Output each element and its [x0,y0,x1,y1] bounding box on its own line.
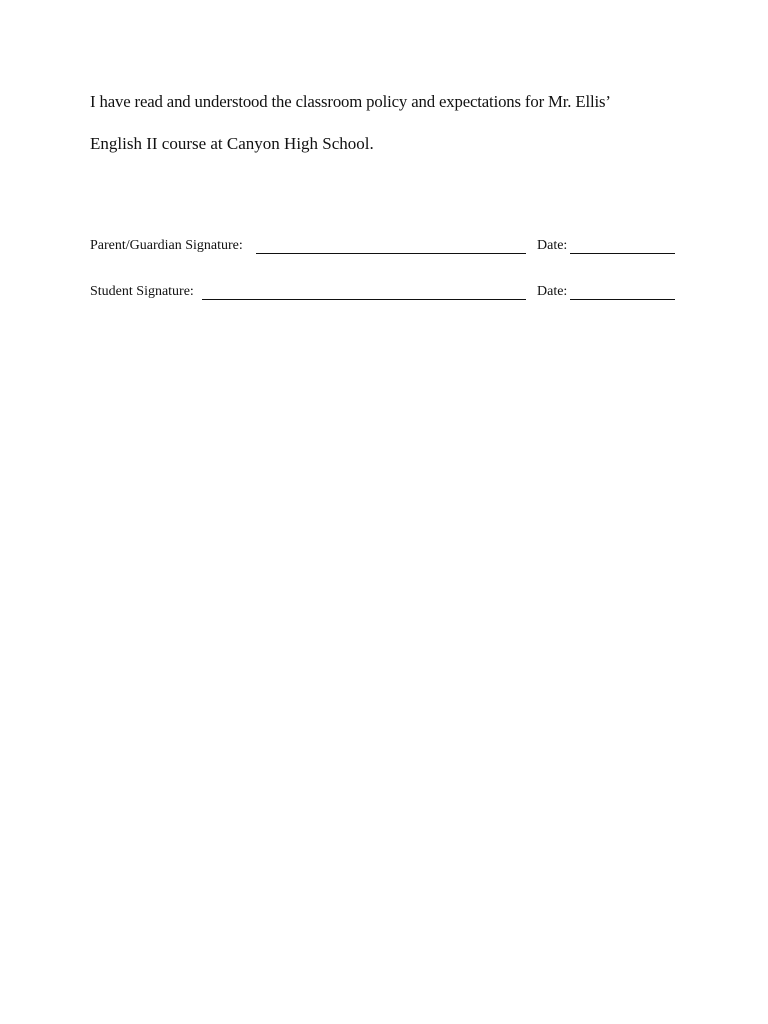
student-date-blank [570,299,675,300]
parent-signature-blank [256,253,526,254]
student-signature-label: Student Signature: [90,284,194,299]
parent-date-blank [570,253,675,254]
student-signature-row [90,284,690,304]
parent-signature-label: Parent/Guardian Signature: [90,238,243,253]
statement-line-2: English II course at Canyon High School. [90,134,374,153]
statement-line-1: I have read and understood the classroom policy and expectations for Mr. Ellis’ [90,92,611,111]
student-date-label: Date: [537,284,568,299]
parent-signature-row [90,238,690,258]
student-signature-blank [202,299,526,300]
parent-date-label: Date: [537,238,568,253]
